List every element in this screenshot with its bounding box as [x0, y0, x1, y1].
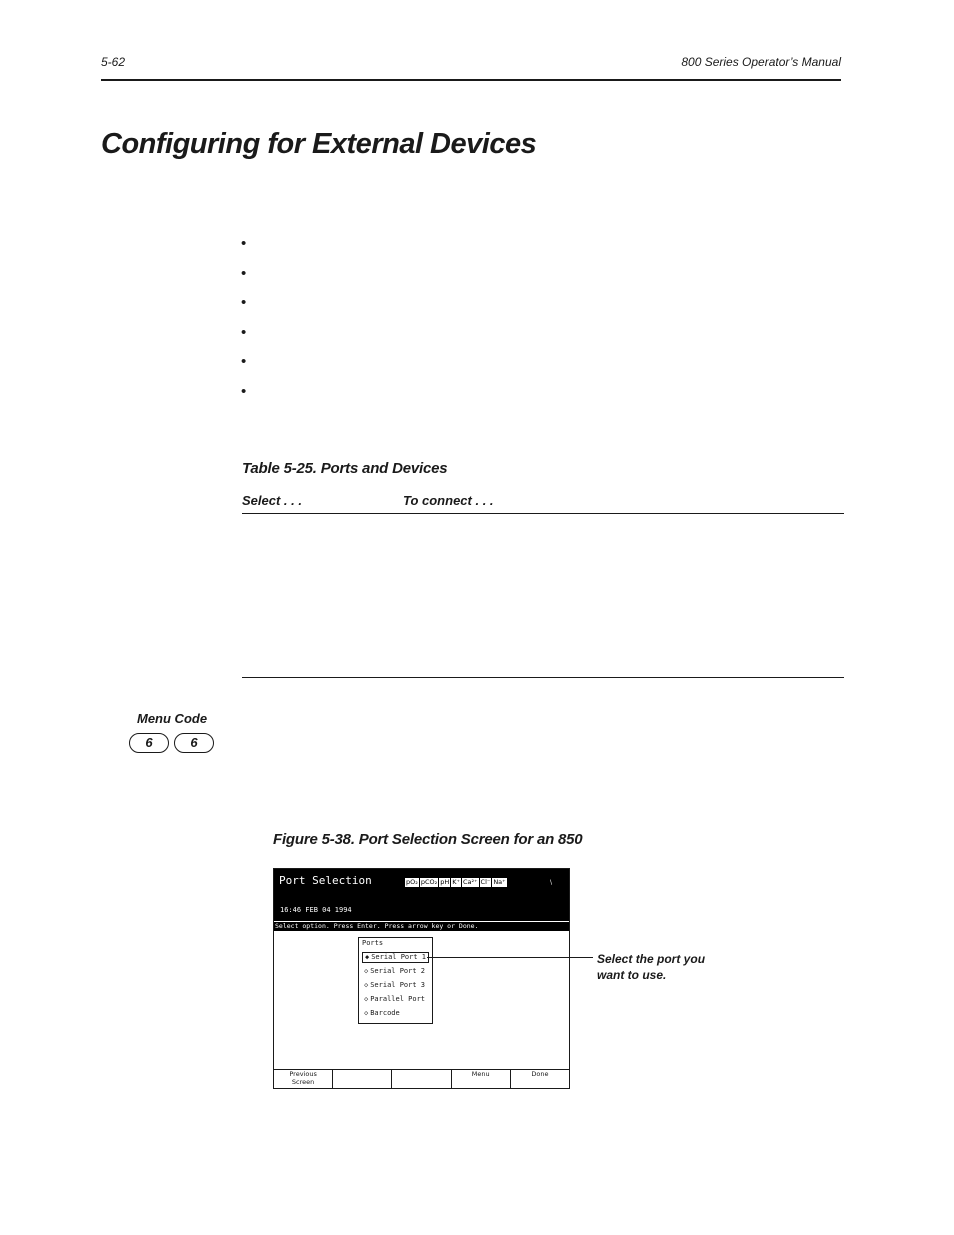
diamond-icon: ◇	[364, 981, 369, 989]
bullet-item: •	[241, 294, 247, 311]
callout-leader	[427, 957, 593, 958]
port-selection-screen	[273, 868, 570, 1089]
status-tick: \	[550, 879, 553, 886]
param-label: K⁺	[452, 878, 460, 886]
bullet-item: •	[241, 353, 247, 370]
softkey-bar	[274, 1069, 569, 1088]
diamond-icon: ◇	[364, 1009, 369, 1017]
table-caption: Table 5-25. Ports and Devices	[242, 460, 448, 477]
port-option-serial-3[interactable]: ◇ Serial Port 3	[364, 981, 426, 989]
param-label: Ca²⁺	[462, 878, 478, 886]
screen-header	[274, 869, 569, 921]
bullet-item: •	[241, 324, 247, 341]
port-option-serial-1[interactable]: ◆ Serial Port 1	[362, 952, 429, 963]
param-label: pO₂	[406, 878, 418, 886]
table-rule-top	[242, 513, 844, 514]
filled-diamond-icon: ◆	[365, 953, 370, 961]
diamond-icon: ◇	[364, 967, 369, 975]
menu-code-label: Menu Code	[137, 711, 208, 726]
bullet-item: •	[241, 383, 247, 400]
port-option-barcode[interactable]: ◇ Barcode	[364, 1009, 400, 1017]
table-rule-bottom	[242, 677, 844, 678]
port-option-parallel[interactable]: ◇ Parallel Port	[364, 995, 426, 1003]
menu-button[interactable]: Menu	[452, 1070, 511, 1088]
previous-screen-button[interactable]: Previous Screen	[274, 1070, 333, 1088]
param-label: pCO₂	[420, 878, 438, 886]
figure-caption: Figure 5-38. Port Selection Screen for an 850	[273, 831, 583, 848]
bullet-item: •	[241, 235, 247, 252]
ports-list	[358, 937, 433, 1024]
menu-key: 6	[129, 733, 169, 753]
callout-text: Select the port you want to use.	[597, 952, 706, 982]
table-header-connect: To connect . . .	[403, 493, 494, 508]
param-label: Cl⁻	[480, 878, 491, 886]
done-button[interactable]: Done	[531, 1070, 549, 1078]
param-label: Na⁺	[493, 878, 506, 886]
parameter-strip	[405, 878, 507, 887]
table-header-select: Select . . .	[242, 493, 302, 508]
screen-datetime: 16:46 FEB 04 1994	[280, 906, 352, 914]
screen-prompt: Select option. Press Enter. Press arrow key or Done.	[274, 921, 569, 931]
header-rule	[101, 79, 841, 81]
screen-title: Port Selection	[279, 874, 372, 887]
port-option-serial-2[interactable]: ◇ Serial Port 2	[364, 967, 426, 975]
diamond-icon: ◇	[364, 995, 369, 1003]
bullet-item: •	[241, 265, 247, 282]
softkey-blank[interactable]	[333, 1070, 392, 1088]
softkey-blank[interactable]	[392, 1070, 451, 1088]
ports-title: Ports	[362, 939, 384, 947]
section-title: Configuring for External Devices	[101, 128, 537, 160]
manual-title: 800 Series Operator’s Manual	[681, 55, 841, 69]
param-label: pH	[440, 878, 450, 886]
menu-key: 6	[174, 733, 214, 753]
page-number: 5-62	[101, 55, 126, 69]
